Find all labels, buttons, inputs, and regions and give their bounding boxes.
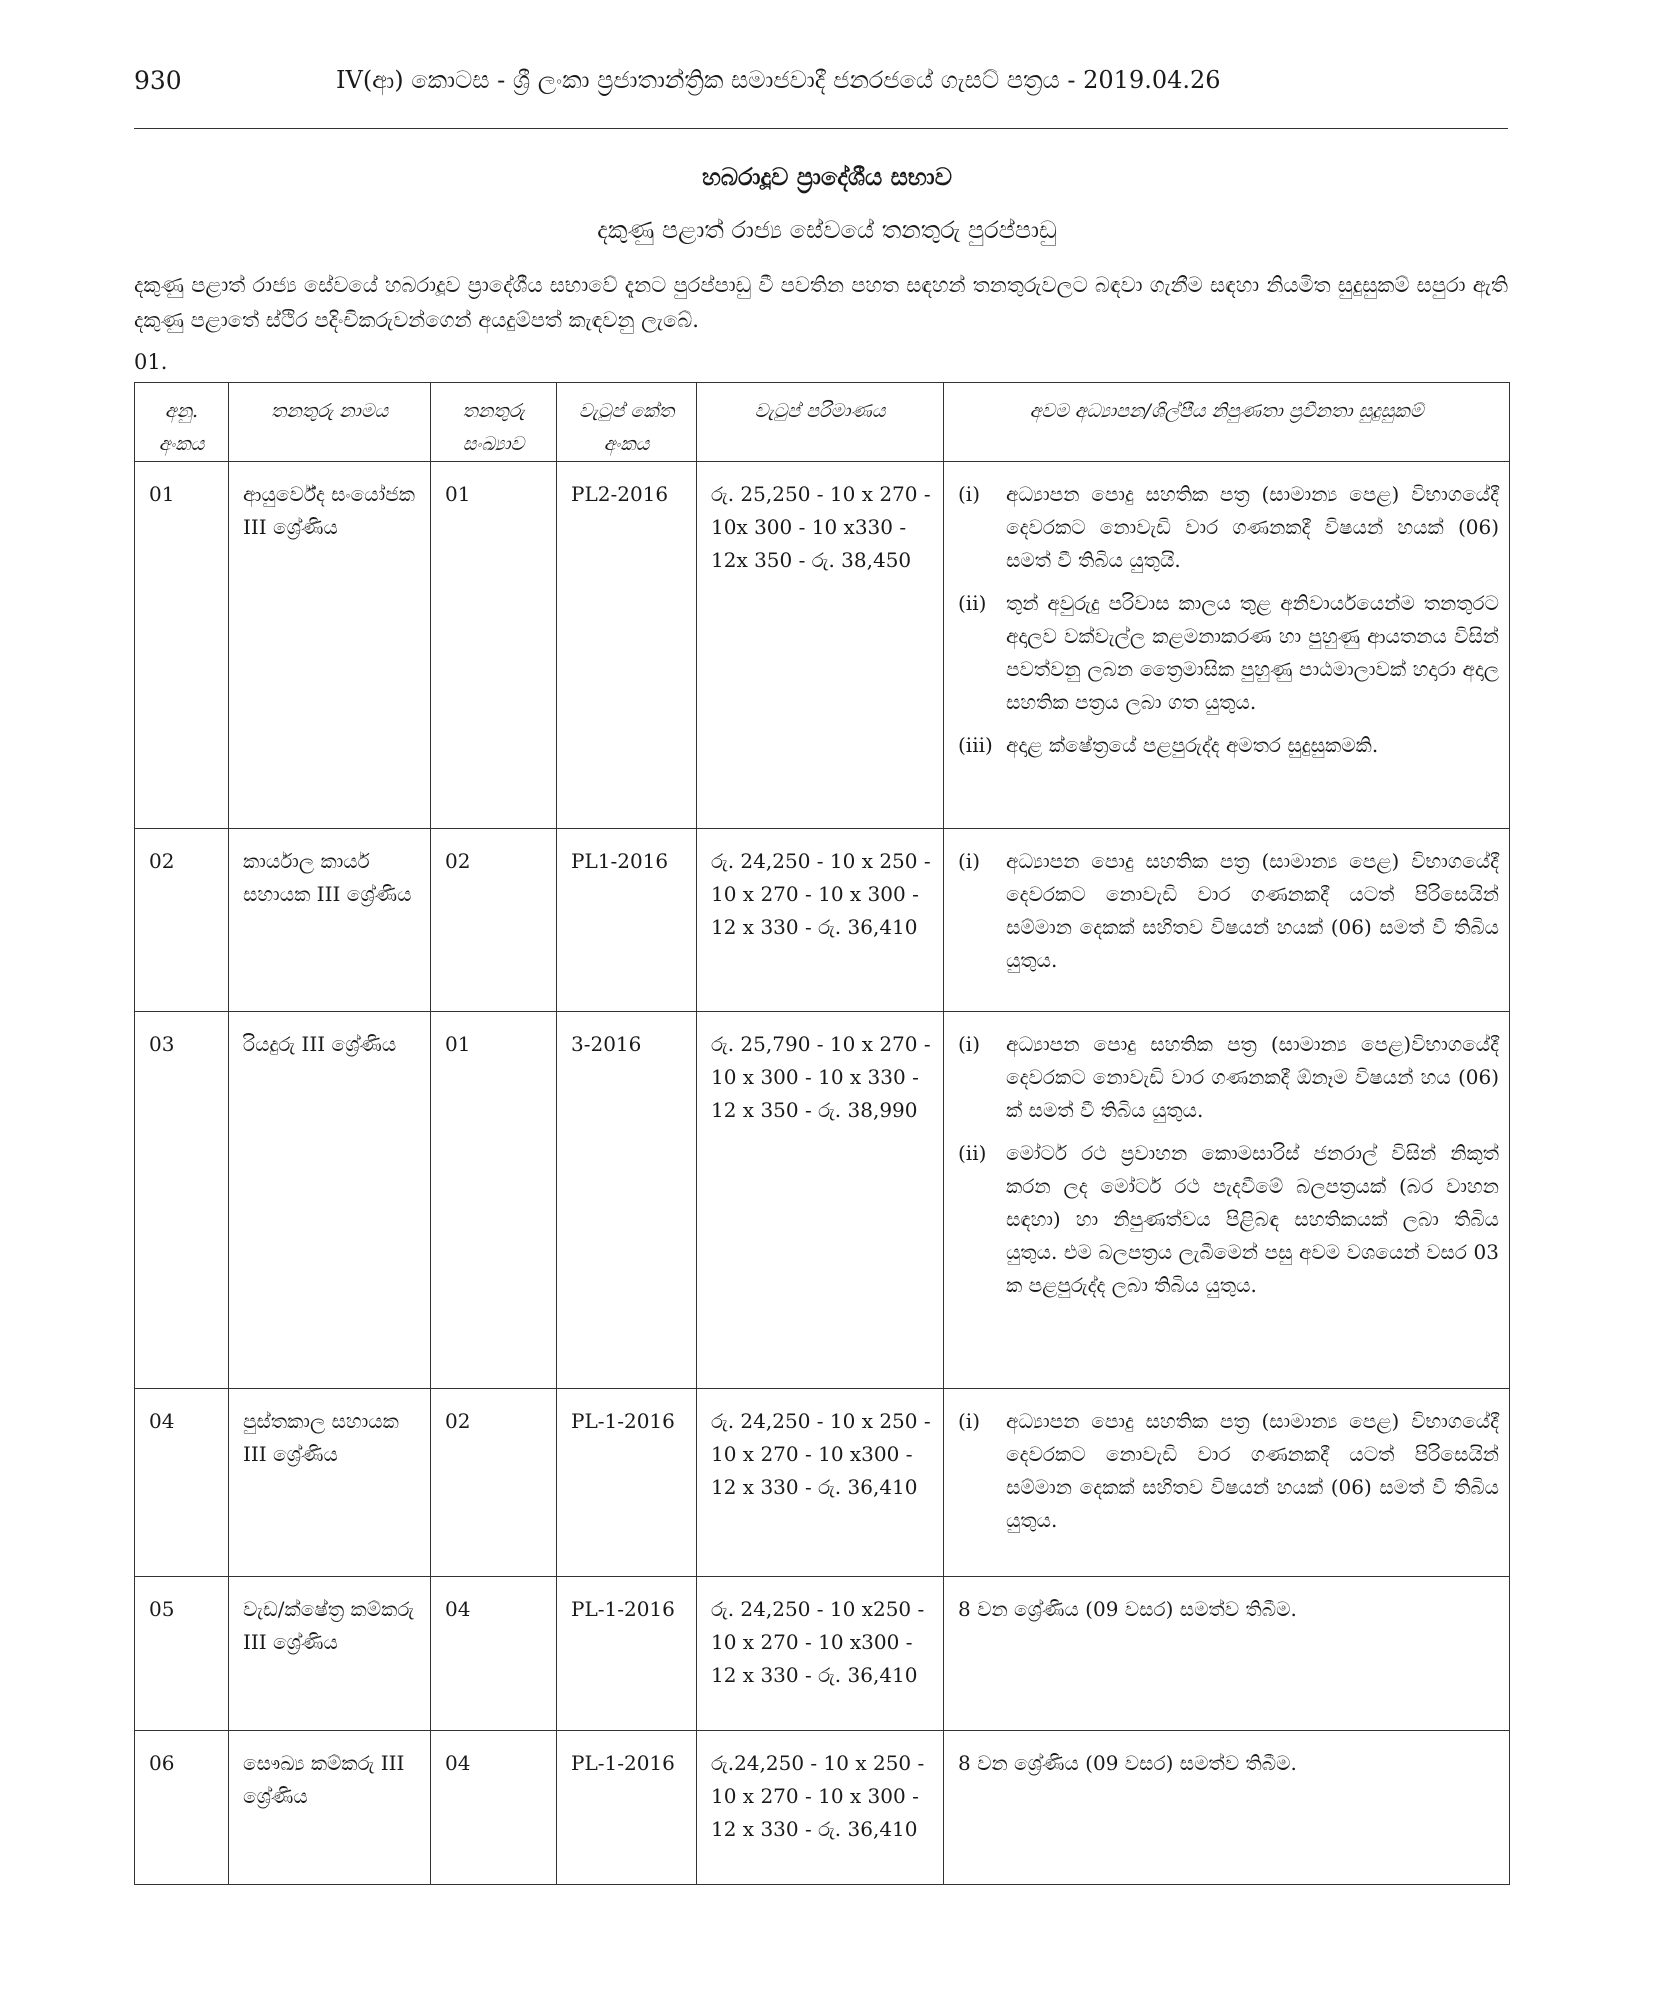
cell-serial-no: 05	[135, 1577, 229, 1731]
qualification-text: අධ්‍යාපන පොදු සහතික පත්‍ර (සාමාන්‍ය පෙළ) විභාගයේදී දෙවරකට නොවැඩි වාර ගණනකදී විෂයන් හයක් (06) සමත් වී තිබිය යුතුයි.	[1006, 482, 1499, 572]
cell-post-count: 01	[431, 462, 557, 829]
cell-salary-code: PL-1-2016	[557, 1389, 697, 1577]
header-qualifications: අවම අධ්‍යාපන/ශිල්පීය නිපුණතා ප්‍රවීනතා සුදුසුකම්	[944, 383, 1510, 462]
cell-post-name: කාර්යාල කාර්ය සහායක III ශ්‍රේණිය	[229, 829, 431, 1012]
qualification-number: (ii)	[958, 1141, 987, 1165]
qualification-number: (i)	[958, 849, 981, 873]
table-row	[135, 1389, 1510, 1577]
qualification-item	[958, 1137, 1499, 1302]
qualification-item	[958, 729, 1499, 762]
cell-salary-code: PL2-2016	[557, 462, 697, 829]
cell-salary-scale: රු. 24,250 - 10 x250 - 10 x 270 - 10 x300 - 12 x 330 - රු. 36,410	[697, 1577, 944, 1731]
qualification-number: (i)	[958, 1409, 981, 1433]
cell-serial-no: 03	[135, 1012, 229, 1389]
qualification-text: අධ්‍යාපන පොදු සහතික පත්‍ර (සාමාන්‍ය පෙළ) විභාගයේදී දෙවරකට නොවැඩි වාර ගණනකදී යටත් පිරිසෙයින් සම්මාන දෙකක් සහිතව විෂයන් හයක් (06) සමත් වී තිබිය යුතුය.	[1006, 1409, 1499, 1532]
table-row	[135, 462, 1510, 829]
cell-post-count: 01	[431, 1012, 557, 1389]
cell-post-name: පුස්තකාල සහායක III ශ්‍රේණිය	[229, 1389, 431, 1577]
cell-salary-code: 3-2016	[557, 1012, 697, 1389]
cell-qualifications	[944, 829, 1510, 1012]
table-row	[135, 1012, 1510, 1389]
qualification-text: අදාළ ක්ෂේත්‍රයේ පළපුරුද්ද අමතර සුදුසුකමකි.	[1006, 733, 1379, 757]
cell-post-name: සෞඛ්‍ය කම්කරු III ශ්‍රේණිය	[229, 1731, 431, 1885]
document-subtitle: දකුණු පළාත් රාජ්‍ය සේවයේ තනතුරු පුරප්පාඩු	[597, 216, 1057, 244]
document-title: හබරාදූව ප්‍රාදේශීය සභාව	[702, 162, 952, 191]
table-row	[135, 1577, 1510, 1731]
cell-post-count: 02	[431, 829, 557, 1012]
header-serial-no: අනු. අංකය	[135, 383, 229, 462]
qualification-item	[958, 1405, 1499, 1537]
cell-qualifications	[944, 462, 1510, 829]
cell-qualifications: 8 වන ශ්‍රේණිය (09 වසර) සමත්ව තිබීම.	[944, 1731, 1510, 1885]
qualification-text: තුන් අවුරුදු පරිවාස කාලය තුළ අනිවාර්යයෙන්ම තනතුරට අදාලව වක්වැල්ල කළමනාකරණ හා පුහුණු ආයතනය විසින් පවත්වනු ලබන ත්‍රෛමාසික පුහුණු පාඨමාලාවක් හදාරා අදාල සහතික පත්‍රය ලබා ගත යුතුය.	[1006, 591, 1499, 714]
qualification-text: අධ්‍යාපන පොදු සහතික පත්‍ර (සාමාන්‍ය පෙළ) විභාගයේදී දෙවරකට නොවැඩි වාර ගණනකදී යටත් පිරිසෙයින් සම්මාන දෙකක් සහිතව විෂයන් හයක් (06) සමත් වී තිබිය යුතුය.	[1006, 849, 1499, 972]
cell-post-name: ආයුර්වේද සංයෝජක III ශ්‍රේණිය	[229, 462, 431, 829]
cell-qualifications: 8 වන ශ්‍රේණිය (09 වසර) සමත්ව තිබීම.	[944, 1577, 1510, 1731]
cell-post-count: 04	[431, 1731, 557, 1885]
qualification-number: (i)	[958, 1032, 981, 1056]
cell-post-count: 04	[431, 1577, 557, 1731]
cell-qualifications	[944, 1389, 1510, 1577]
cell-salary-scale: රු. 25,790 - 10 x 270 - 10 x 300 - 10 x 330 - 12 x 350 - රු. 38,990	[697, 1012, 944, 1389]
qualification-text: මෝටර් රථ ප්‍රවාහන කොමසාරිස් ජනරාල් විසින් නිකුත් කරන ලද මෝටර් රථ පැදවීමේ බලපත්‍රයක් (බර වාහන සඳහා) හා නිපුණත්වය පිළිබඳ සහතිකයක් ලබා තිබිය යුතුය. එම බලපත්‍රය ලැබීමෙන් පසු අවම වශයෙන් වසර 03 ක පළපුරුද්ද ලබා තිබිය යුතුය.	[1006, 1141, 1499, 1297]
header-salary-code: වැටුප් කේත අංකය	[557, 383, 697, 462]
header-salary-scale: වැටුප් පරිමාණය	[697, 383, 944, 462]
vacancy-table	[134, 382, 1510, 1885]
cell-serial-no: 06	[135, 1731, 229, 1885]
running-header: IV(ආ) කොටස - ශ්‍රී ලංකා ප්‍රජාතාන්ත්‍රික සමාජවාදී ජනරජයේ ගැසට් පත්‍රය - 2019.04.26	[336, 66, 1221, 94]
intro-paragraph: දකුණු පළාත් රාජ්‍ය සේවයේ හබරාදූව ප්‍රාදේශීය සභාවේ දැනට පුරප්පාඩු වී පවතින පහත සඳහන් තනතුරුවලට බඳවා ගැනීම සඳහා නියමිත සුදුසුකම් සපුරා ඇති දකුණු පළාතේ ස්ථිර පදිංචිකරුවන්ගෙන් අයදුම්පත් කැඳවනු ලැබේ.	[134, 273, 1508, 332]
section-number: 01.	[134, 350, 168, 374]
cell-salary-scale: රු. 25,250 - 10 x 270 - 10x 300 - 10 x330 - 12x 350 - රු. 38,450	[697, 462, 944, 829]
header-post-name: තනතුරු නාමය	[229, 383, 431, 462]
cell-post-count: 02	[431, 1389, 557, 1577]
qualification-number: (ii)	[958, 591, 987, 615]
qualification-number: (i)	[958, 482, 981, 506]
qualification-item	[958, 1028, 1499, 1127]
qualification-item	[958, 478, 1499, 577]
cell-salary-scale: රු. 24,250 - 10 x 250 - 10 x 270 - 10 x 300 - 12 x 330 - රු. 36,410	[697, 829, 944, 1012]
header-divider	[134, 128, 1508, 129]
cell-salary-scale: රු. 24,250 - 10 x 250 - 10 x 270 - 10 x300 - 12 x 330 - රු. 36,410	[697, 1389, 944, 1577]
qualification-item	[958, 845, 1499, 977]
cell-salary-scale: රු.24,250 - 10 x 250 - 10 x 270 - 10 x 300 - 12 x 330 - රු. 36,410	[697, 1731, 944, 1885]
cell-salary-code: PL-1-2016	[557, 1577, 697, 1731]
cell-serial-no: 02	[135, 829, 229, 1012]
cell-serial-no: 04	[135, 1389, 229, 1577]
cell-post-name: රියදුරු III ශ්‍රේණිය	[229, 1012, 431, 1389]
cell-qualifications	[944, 1012, 1510, 1389]
table-header-row	[135, 383, 1510, 462]
table-row	[135, 1731, 1510, 1885]
header-post-count: තනතුරු සංඛ්‍යාව	[431, 383, 557, 462]
cell-serial-no: 01	[135, 462, 229, 829]
qualification-text: අධ්‍යාපන පොදු සහතික පත්‍ර (සාමාන්‍ය පෙළ)විභාගයේදී දෙවරකට නොවැඩි වාර ගණනකදී ඕනෑම විෂයන් හය (06) ක් සමත් වී තිබිය යුතුය.	[1006, 1032, 1499, 1122]
cell-post-name: වැඩ/ක්ෂේත්‍ර කම්කරු III ශ්‍රේණිය	[229, 1577, 431, 1731]
table-row	[135, 829, 1510, 1012]
page-number: 930	[134, 66, 182, 95]
qualification-item	[958, 587, 1499, 719]
cell-salary-code: PL1-2016	[557, 829, 697, 1012]
qualification-number: (iii)	[958, 733, 993, 757]
cell-salary-code: PL-1-2016	[557, 1731, 697, 1885]
